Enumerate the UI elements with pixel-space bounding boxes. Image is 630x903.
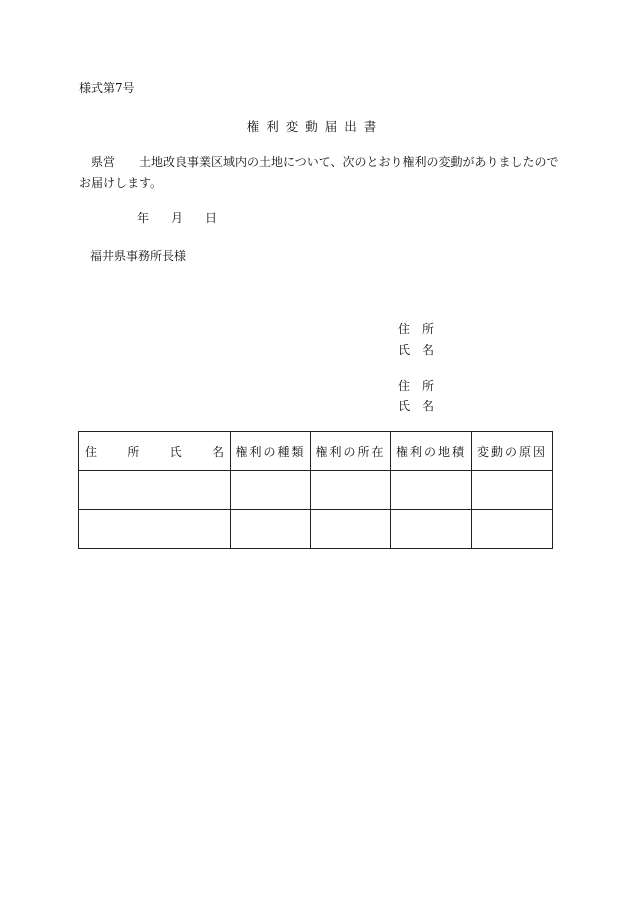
- document-title: 権利変動届出書: [246, 119, 384, 134]
- addressee: 福井県事務所長様: [90, 249, 187, 263]
- rights-change-table: [78, 431, 553, 549]
- date-year-label: 年: [137, 211, 150, 225]
- header-right-location: 権利の所在: [311, 432, 391, 471]
- table-cell[interactable]: [79, 510, 231, 549]
- body-text: 土地改良事業区域内の土地について、次のとおり権利の変動がありましたので: [139, 155, 559, 169]
- date-month-label: 月: [171, 211, 184, 225]
- table-cell[interactable]: [472, 510, 553, 549]
- body-prefix: 県営: [91, 155, 116, 169]
- date-day-label: 日: [205, 211, 218, 225]
- table-cell[interactable]: [79, 471, 231, 510]
- table-cell[interactable]: [231, 471, 311, 510]
- signature-2-name-label: 氏 名: [398, 399, 435, 413]
- table-row: [79, 471, 553, 510]
- header-char: 所: [127, 444, 140, 459]
- header-char: 住: [85, 444, 98, 459]
- body-text-line-1: [79, 156, 559, 168]
- signature-1-address-label: 住 所: [398, 322, 435, 336]
- header-right-area: 権利の地積: [391, 432, 472, 471]
- date-line: [137, 212, 217, 224]
- table-cell[interactable]: [231, 510, 311, 549]
- body-text-line-2: お届けします。: [79, 176, 163, 190]
- table-cell[interactable]: [311, 510, 391, 549]
- table-header-row: [79, 432, 553, 471]
- header-address-name: [79, 432, 231, 471]
- header-char: 名: [211, 444, 224, 459]
- table-cell[interactable]: [391, 510, 472, 549]
- header-change-cause: 変動の原因: [472, 432, 553, 471]
- signature-2-address-label: 住 所: [398, 379, 435, 393]
- header-right-type: 権利の種類: [231, 432, 311, 471]
- table-cell[interactable]: [391, 471, 472, 510]
- table-cell[interactable]: [472, 471, 553, 510]
- table-cell[interactable]: [311, 471, 391, 510]
- header-char: 氏: [169, 444, 182, 459]
- signature-1-name-label: 氏 名: [398, 343, 435, 357]
- table-row: [79, 510, 553, 549]
- form-number: 様式第7号: [79, 81, 135, 95]
